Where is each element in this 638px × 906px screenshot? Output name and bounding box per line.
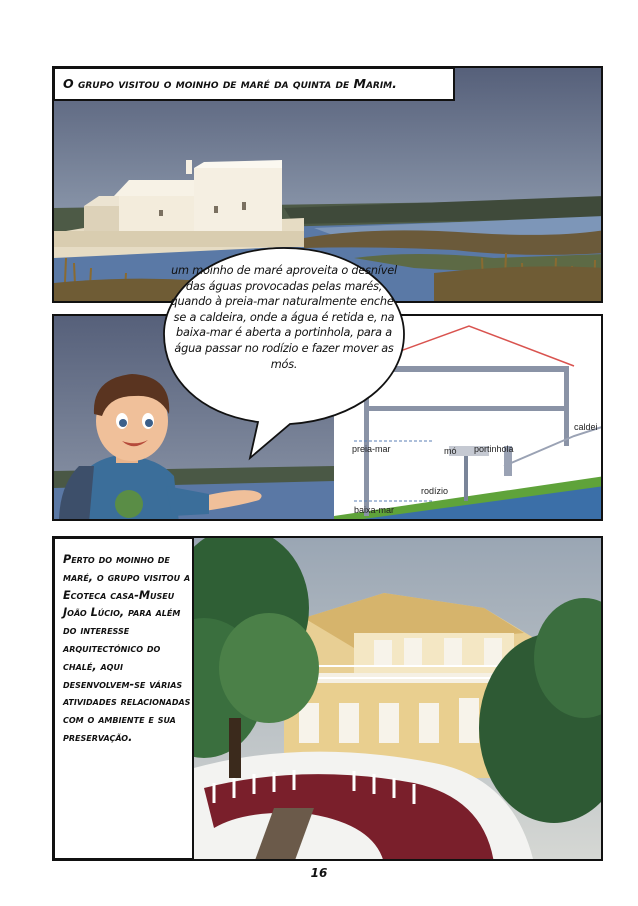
- diagram-label-baixa-mar: baixa-mar: [354, 505, 395, 515]
- diagram-label-mo: mó: [444, 446, 457, 456]
- diagram-label-caldeira: caldei: [574, 422, 598, 432]
- caption-tide-mill: O grupo visitou o moinho de maré da quinta de Marim.: [53, 67, 455, 101]
- diagram-label-portinhola: portinhola: [474, 444, 514, 454]
- caption-chalet: Perto do moinho de maré, o grupo visitou a Ecoteca casa-Museu João Lúcio, para além do interesse arquitectónico do chalé, aqui desenvolvem-se várias atividades relacionadas com o ambiente e sua preservação.: [53, 537, 194, 860]
- page-number: 16: [310, 866, 328, 880]
- diagram-label-rodizio: rodízio: [421, 486, 449, 496]
- speech-bubble-text: um moinho de maré aproveita o desnível das águas provocadas pelas marés, quando à preia-mar naturalmente enche-se a caldeira, onde a água é retida e, na baixa-mar é aberta a portinhola, para a água passar no rodízio e fazer mover as mós.: [170, 264, 398, 371]
- diagram-label-preia-mar: preia-mar: [352, 444, 391, 454]
